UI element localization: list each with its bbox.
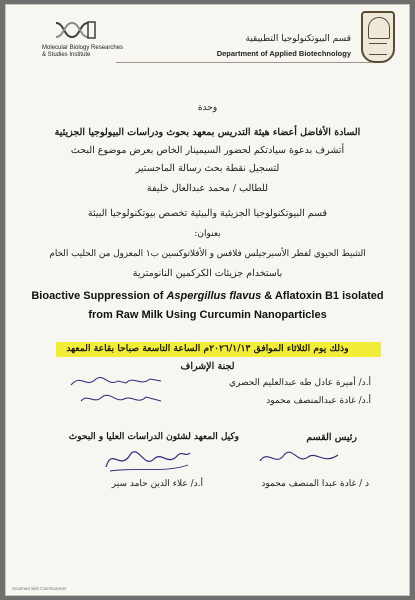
date-time-line: وذلك يوم الثلاثاء الموافق ٢٠٢٦/١/١٣م الساعة التاسعة صباحا بقاعة المعهد: [66, 343, 349, 354]
letter-page: [5, 4, 410, 596]
vice-dean-signature: [96, 441, 196, 477]
letterhead: [6, 5, 409, 75]
dna-logo-icon: [54, 19, 96, 41]
university-seal-icon: [361, 11, 395, 63]
opening-word: وحدة: [197, 103, 218, 113]
supervisor-1: أ.د/ أميرة عادل طه عبدالعليم الحصري: [228, 378, 371, 388]
vice-dean-title: وكيل المعهد لشئون الدراسات العليا و البحوث: [68, 432, 239, 442]
invitation-line: أتشرف بدعوة سيادتكم لحضور السيمينار الخاص بعرض موضوع البحث: [70, 145, 345, 156]
supervisor-2-signature: [76, 389, 166, 409]
student-name: للطالب / محمد عبدالعال خليفة: [146, 183, 269, 194]
head-of-department-name: د / غادة عبدا المنصف محمود: [261, 479, 369, 489]
institute-logo: [24, 19, 154, 59]
purpose-line: لتسجيل نقطة بحث رسالة الماجستير: [135, 163, 280, 174]
supervisor-2: أ.د/ غادة عبدالمنصف محمود: [266, 396, 371, 406]
vice-dean-name: أ.د/ علاء الدين حامد سير: [111, 479, 203, 489]
institute-name-line2: & Studies Institute: [42, 52, 91, 58]
thesis-title-english-1: Bioactive Suppression of Aspergillus flavus & Aflatoxin B1 isolated: [31, 290, 384, 302]
salutation-line: السادة الأفاضل أعضاء هيئة التدريس بمعهد بحوث ودراسات البيولوجيا الجزيئية: [54, 127, 361, 138]
thesis-title-english-2: from Raw Milk Using Curcumin Nanoparticles: [88, 309, 327, 321]
header-divider: [116, 62, 371, 63]
department-name-arabic: قسم البيوتكنولوجيا التطبيقية: [245, 34, 351, 44]
supervisor-1-signature: [66, 371, 166, 391]
committee-label: لجنة الإشراف: [180, 361, 235, 372]
thesis-title-arabic-2: باستخدام جزيئات الكركمين النانومترية: [132, 268, 283, 279]
university-logo-block: [155, 11, 395, 67]
species-name: Aspergillus flavus: [166, 290, 262, 302]
department-line: قسم البيوتكنولوجيا الجزيئية والبيئية تخصص بيوتكنولوجيا البيئة: [87, 208, 328, 219]
head-of-department-signature: [254, 445, 344, 471]
scanner-watermark: Scanned with CamScanner: [12, 586, 67, 591]
thesis-title-arabic-1: التثبيط الحيوي لفطر الأسبرجيلس فلافس و الأفلاتوكسين ب١ المعزول من الحليب الخام: [49, 249, 366, 259]
institute-name-line1: Molecular Biology Researches: [42, 45, 124, 51]
head-of-department-title: رئيس القسم: [306, 432, 357, 443]
department-name-english: Department of Applied Biotechnology: [216, 49, 351, 58]
title-label: بعنوان:: [194, 229, 221, 239]
